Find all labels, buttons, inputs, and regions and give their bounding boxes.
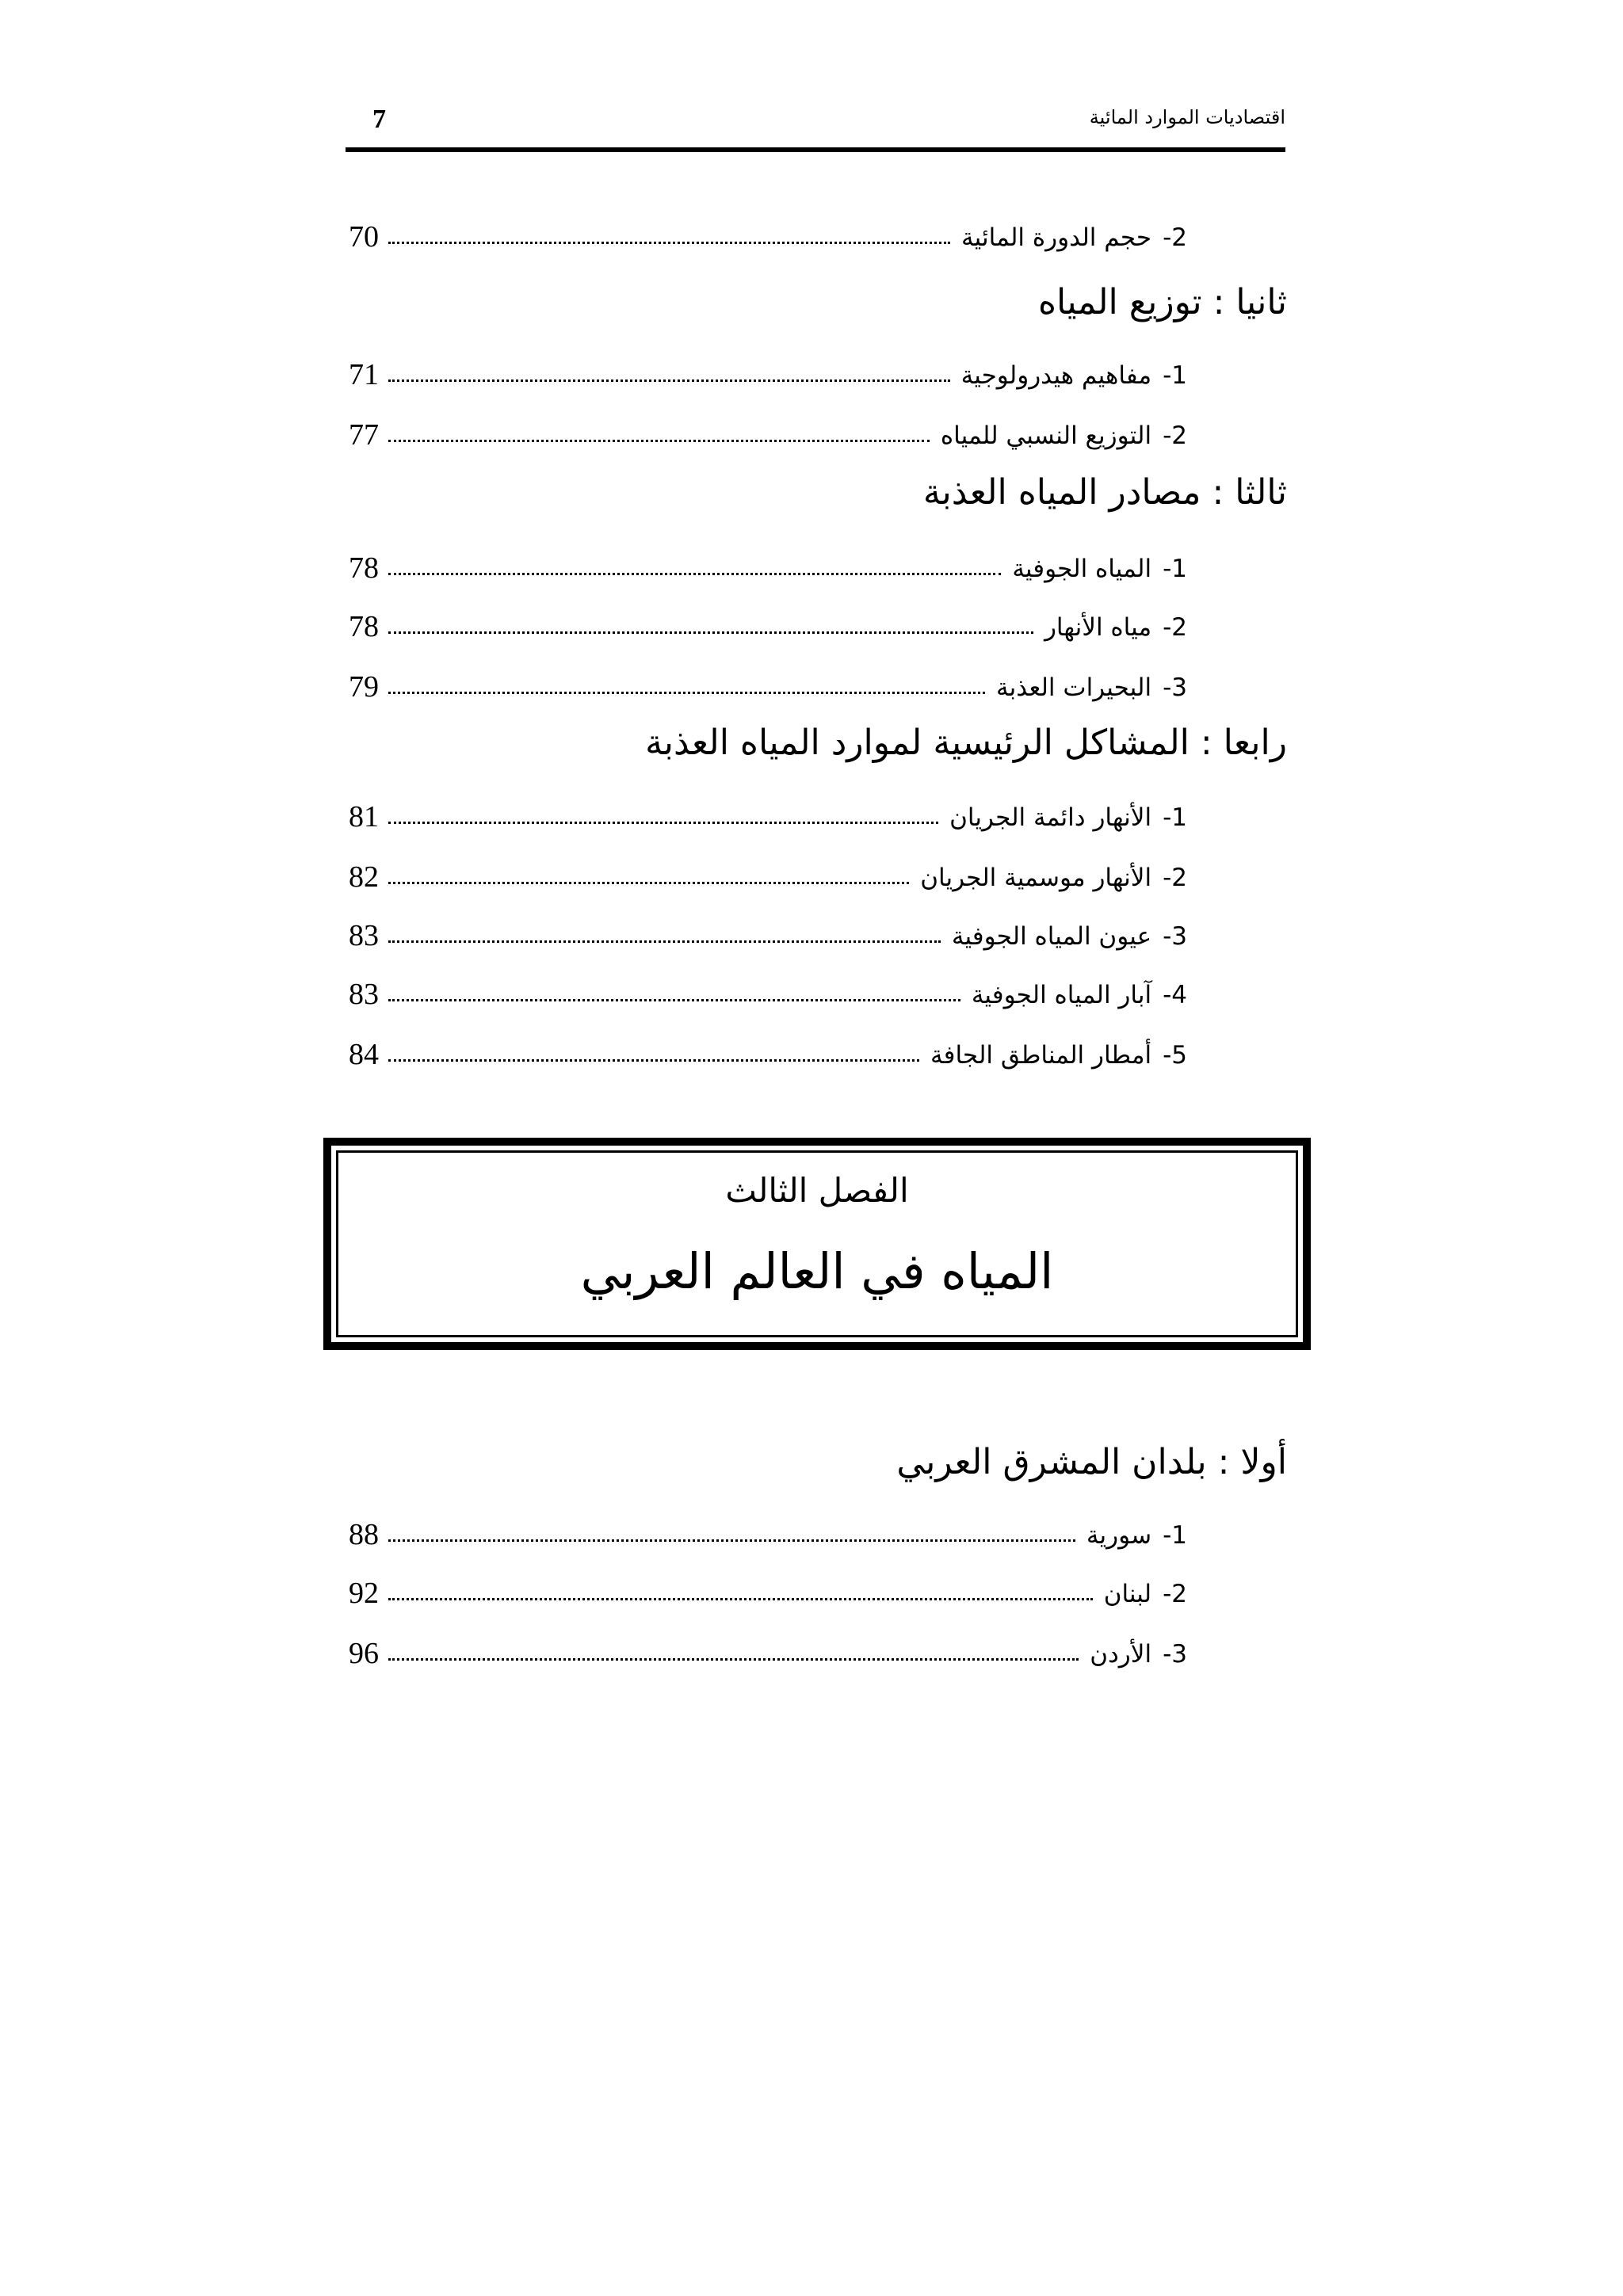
dot-leader <box>388 1598 1093 1600</box>
toc-entry <box>349 350 1187 390</box>
dot-leader <box>388 1539 1075 1542</box>
toc-entry-page: 71 <box>349 358 379 391</box>
toc-entry-label: آبار المياه الجوفية <box>971 981 1152 1009</box>
toc-entry <box>349 1569 1187 1608</box>
section-heading: ثانيا : توزيع المياه <box>1037 282 1287 322</box>
dot-leader <box>388 692 985 694</box>
toc-entry-page: 83 <box>349 919 379 952</box>
toc-entry <box>349 1030 1187 1070</box>
toc-entry-label: الأردن <box>1090 1640 1152 1669</box>
page-header <box>346 101 1285 152</box>
toc-entry-label: الأنهار دائمة الجريان <box>949 803 1152 832</box>
toc-entry-label: حجم الدورة المائية <box>961 223 1152 252</box>
toc-entry <box>349 543 1187 583</box>
toc-entry-number: 2- <box>1163 864 1187 892</box>
toc-entry-label: عيون المياه الجوفية <box>951 922 1152 951</box>
toc-entry-label: سورية <box>1086 1521 1152 1550</box>
toc-entry-label: مفاهيم هيدرولوجية <box>960 361 1152 390</box>
dot-leader <box>388 882 909 884</box>
toc-entry <box>349 1629 1187 1669</box>
toc-entry-page: 78 <box>349 551 379 585</box>
toc-entry-page: 81 <box>349 800 379 833</box>
toc-entry-label: مياه الأنهار <box>1044 613 1152 642</box>
chapter-number: الفصل الثالث <box>725 1171 909 1210</box>
toc-entry-label: الأنهار موسمية الجريان <box>920 864 1152 892</box>
toc-entry-number: 1- <box>1163 555 1187 583</box>
dot-leader <box>388 440 930 442</box>
toc-entry <box>349 410 1187 450</box>
toc-entry-number: 1- <box>1163 361 1187 390</box>
toc-entry-number: 2- <box>1163 1580 1187 1608</box>
dot-leader <box>388 242 950 244</box>
dot-leader <box>388 631 1033 634</box>
book-title: اقتصاديات الموارد المائية <box>1089 106 1285 128</box>
toc-entry-number: 2- <box>1163 421 1187 450</box>
toc-entry-page: 78 <box>349 610 379 643</box>
dot-leader <box>388 1658 1079 1661</box>
section-heading: أولا : بلدان المشرق العربي <box>896 1442 1287 1482</box>
toc-entry-number: 1- <box>1163 1521 1187 1550</box>
toc-entry-page: 92 <box>349 1577 379 1610</box>
toc-entry-page: 79 <box>349 670 379 704</box>
toc-entry-label: لبنان <box>1103 1580 1152 1608</box>
toc-entry-number: 4- <box>1163 981 1187 1009</box>
toc-entry-page: 82 <box>349 860 379 894</box>
toc-entry-page: 77 <box>349 418 379 452</box>
chapter-title: المياه في العالم العربي <box>580 1242 1054 1300</box>
chapter-title-box <box>323 1138 1311 1350</box>
toc-entry-label: المياه الجوفية <box>1012 555 1152 583</box>
page-number: 7 <box>372 105 386 134</box>
dot-leader <box>388 379 950 382</box>
toc-entry-number: 3- <box>1163 922 1187 951</box>
toc-entry-label: التوزيع النسبي للمياه <box>940 421 1152 450</box>
toc-entry-page: 96 <box>349 1637 379 1670</box>
section-heading: رابعا : المشاكل الرئيسية لموارد المياه العذبة <box>645 723 1287 763</box>
toc-entry-label: البحيرات العذبة <box>996 673 1152 702</box>
dot-leader <box>388 822 938 824</box>
toc-entry-number: 2- <box>1163 223 1187 252</box>
toc-entry <box>349 212 1187 252</box>
dot-leader <box>388 573 1001 575</box>
toc-entry <box>349 970 1187 1009</box>
toc-entry-number: 5- <box>1163 1041 1187 1070</box>
toc-entry-number: 2- <box>1163 613 1187 642</box>
toc-entry-page: 88 <box>349 1518 379 1551</box>
toc-entry <box>349 662 1187 702</box>
toc-entry-number: 1- <box>1163 803 1187 832</box>
toc-entry-number: 3- <box>1163 1640 1187 1669</box>
toc-entry-label: أمطار المناطق الجافة <box>930 1041 1152 1070</box>
toc-entry <box>349 911 1187 951</box>
toc-entry <box>349 602 1187 642</box>
dot-leader <box>388 999 960 1001</box>
toc-entry <box>349 852 1187 892</box>
toc-entry <box>349 1510 1187 1550</box>
section-heading: ثالثا : مصادر المياه العذبة <box>922 472 1287 513</box>
toc-entry-page: 83 <box>349 978 379 1011</box>
dot-leader <box>388 940 941 943</box>
toc-entry-page: 84 <box>349 1038 379 1071</box>
toc-entry-page: 70 <box>349 220 379 254</box>
toc-entry-number: 3- <box>1163 673 1187 702</box>
dot-leader <box>388 1059 919 1062</box>
toc-entry <box>349 792 1187 832</box>
